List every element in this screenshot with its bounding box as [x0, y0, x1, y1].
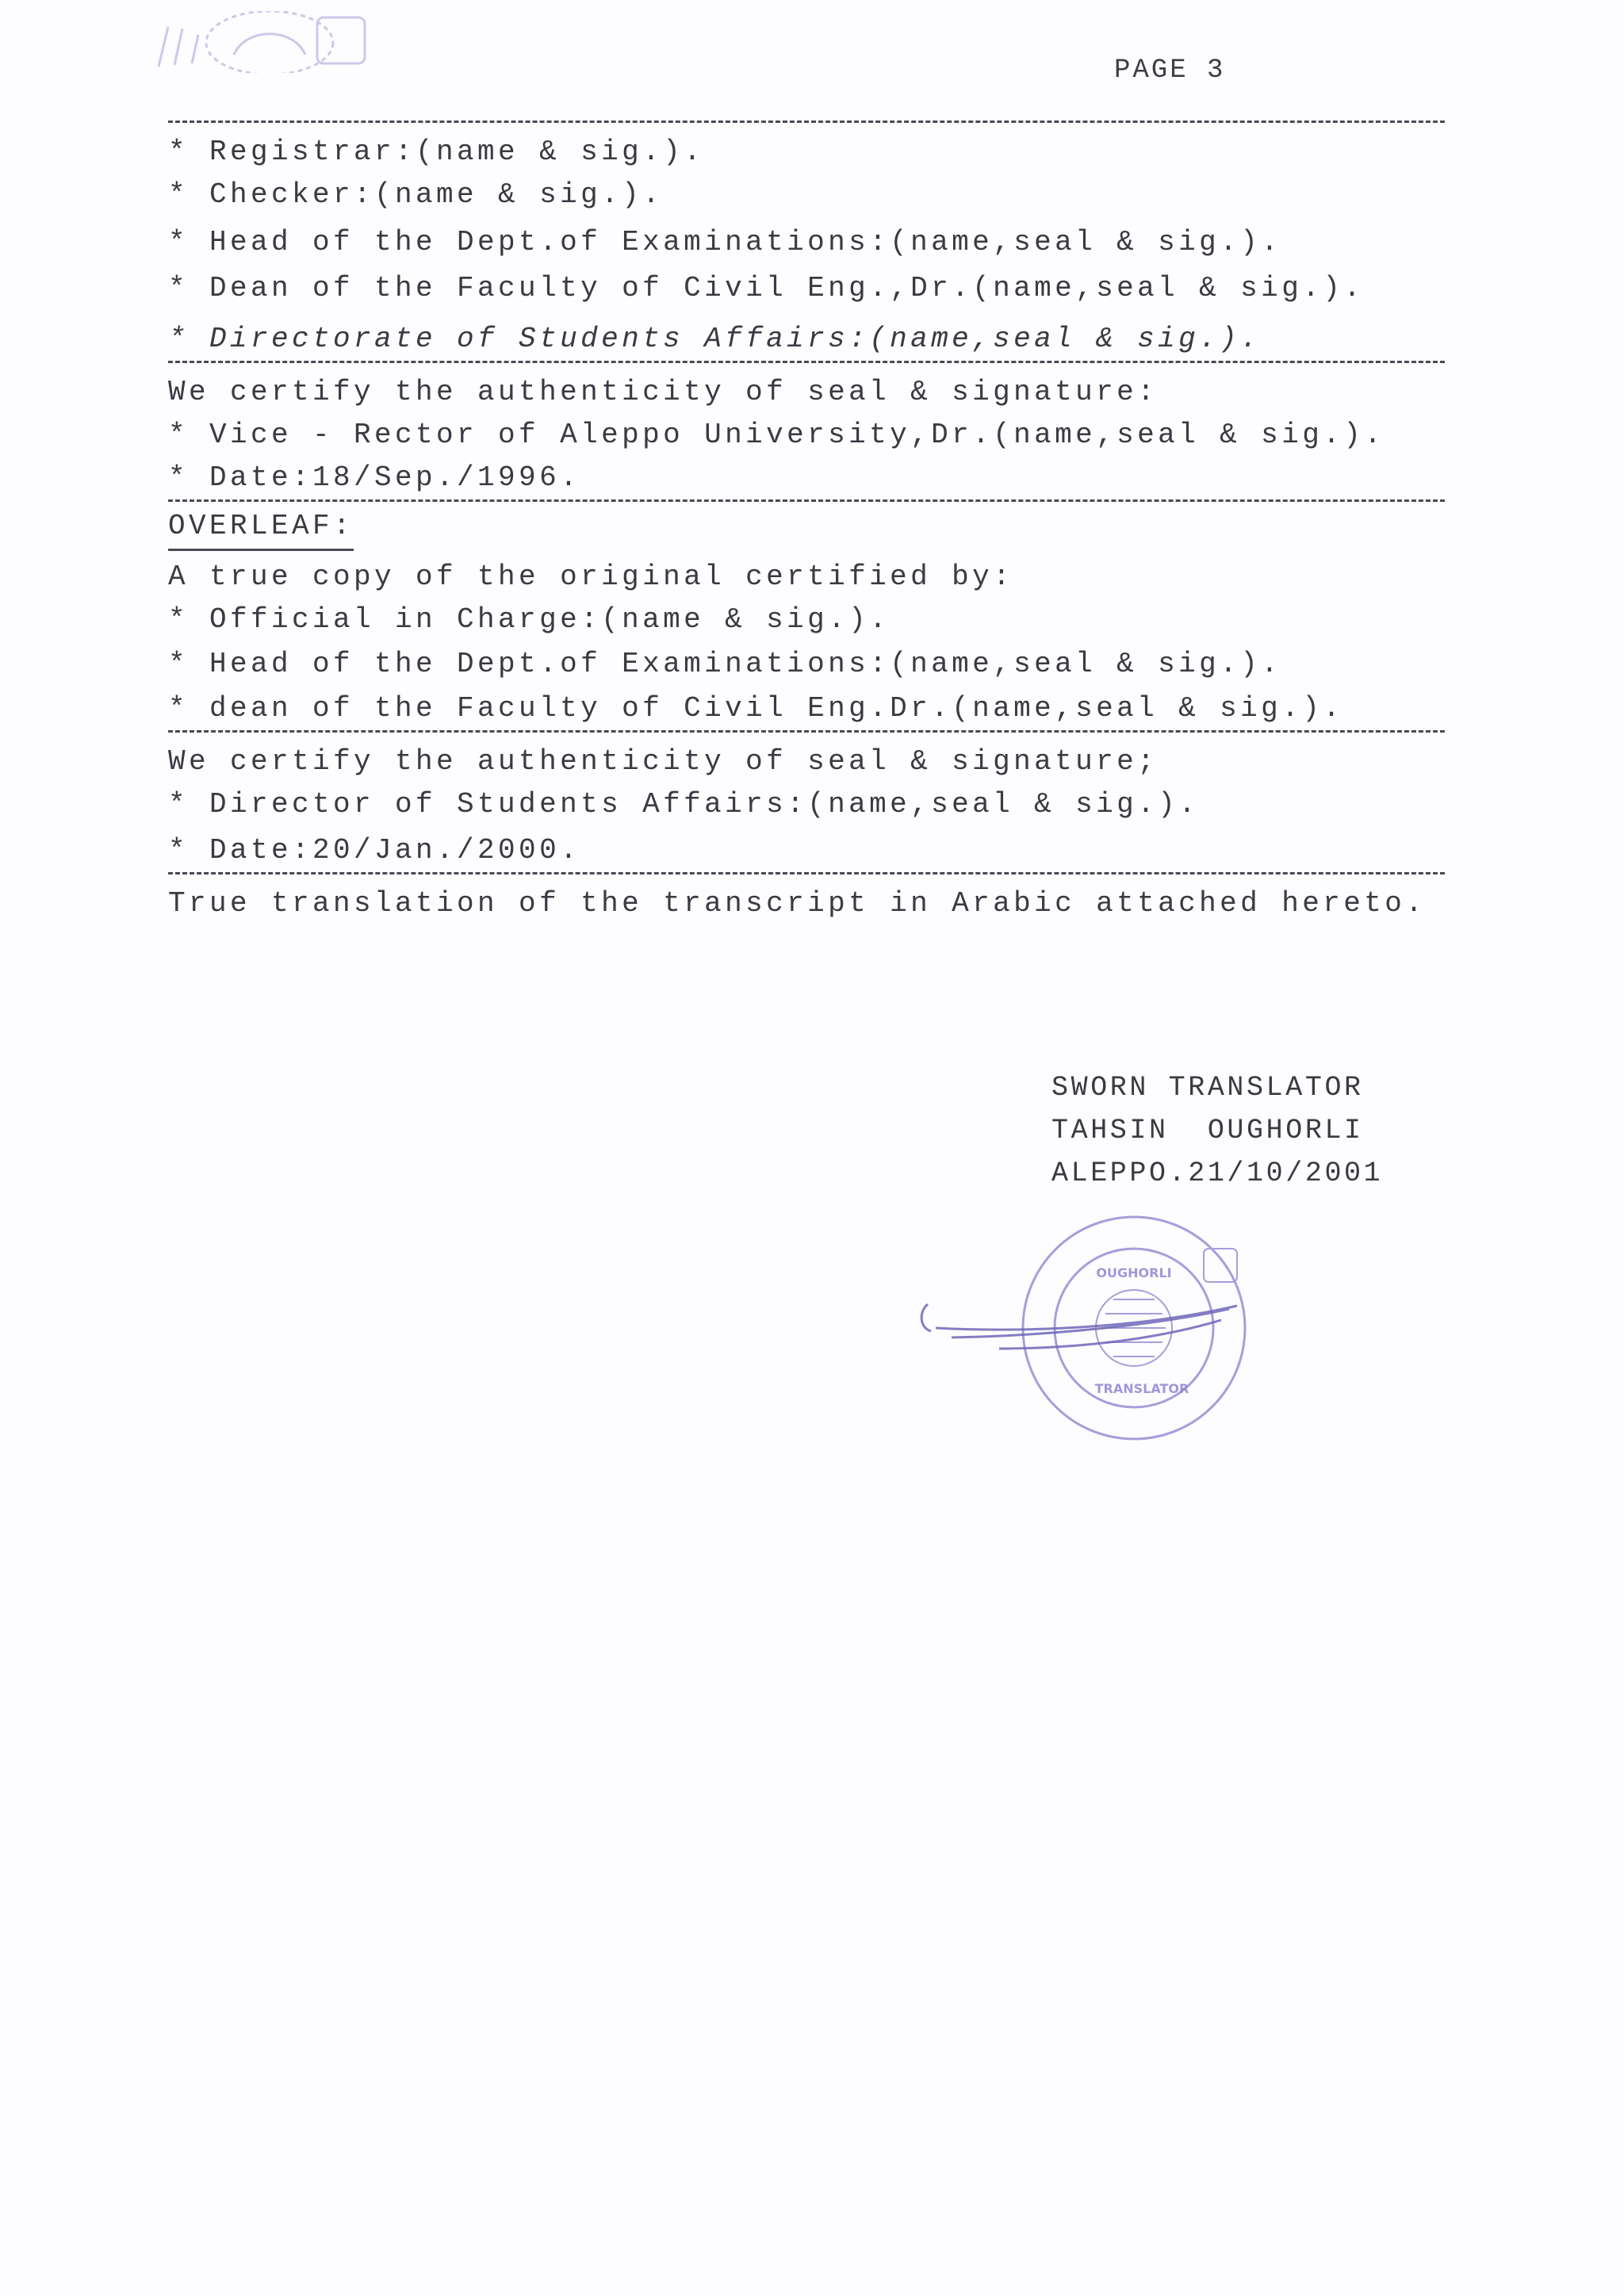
- overleaf-line: * dean of the Faculty of Civil Eng.Dr.(name,seal & sig.).: [168, 692, 1344, 725]
- faded-seal-stamp-top: [151, 11, 381, 73]
- seal-text-top: OUGHORLI: [1096, 1265, 1172, 1280]
- certification-line: We certify the authenticity of seal & signature:: [168, 376, 1159, 408]
- seal-text-bottom: TRANSLATOR: [1094, 1381, 1189, 1396]
- overleaf-heading: OVERLEAF:: [168, 510, 354, 551]
- translator-seal-and-signature: [904, 1209, 1316, 1447]
- translator-title: SWORN TRANSLATOR: [1051, 1072, 1364, 1104]
- certification-line: * Date:20/Jan./2000.: [168, 834, 581, 867]
- certification-line: * Director of Students Affairs:(name,seal & sig.).: [168, 788, 1200, 821]
- handwritten-signature: [921, 1304, 1237, 1349]
- translator-name: TAHSIN OUGHORLI: [1051, 1115, 1364, 1146]
- overleaf-line: * Official in Charge:(name & sig.).: [168, 603, 891, 636]
- authentication-section-1: [168, 371, 1445, 499]
- overleaf-line: A true copy of the original certified by:: [168, 561, 1014, 593]
- authentication-section-2: [168, 740, 1445, 872]
- certification-line: We certify the authenticity of seal & signature;: [168, 745, 1159, 778]
- signatory-line: * Head of the Dept.of Examinations:(name,seal & sig.).: [168, 226, 1282, 258]
- signatory-line: * Checker:(name & sig.).: [168, 178, 664, 211]
- certification-line: * Vice - Rector of Aleppo University,Dr.(name,seal & sig.).: [168, 419, 1385, 451]
- page-number: PAGE 3: [1114, 55, 1226, 86]
- overleaf-line: * Head of the Dept.of Examinations:(name,seal & sig.).: [168, 648, 1282, 680]
- signatory-line: * Directorate of Students Affairs:(name,seal & sig.).: [168, 323, 1262, 355]
- translator-signature-block: [1051, 1066, 1383, 1195]
- document-body: [168, 121, 1445, 925]
- signatories-section: [168, 131, 1445, 361]
- translation-statement: True translation of the transcript in Arabic attached hereto.: [168, 887, 1427, 920]
- translator-place-date: ALEPPO.21/10/2001: [1051, 1158, 1384, 1189]
- overleaf-section: [168, 510, 1445, 730]
- signatory-line: * Registrar:(name & sig.).: [168, 136, 705, 168]
- signatory-line: * Dean of the Faculty of Civil Eng.,Dr.(name,seal & sig.).: [168, 272, 1365, 304]
- certification-line: * Date:18/Sep./1996.: [168, 461, 581, 494]
